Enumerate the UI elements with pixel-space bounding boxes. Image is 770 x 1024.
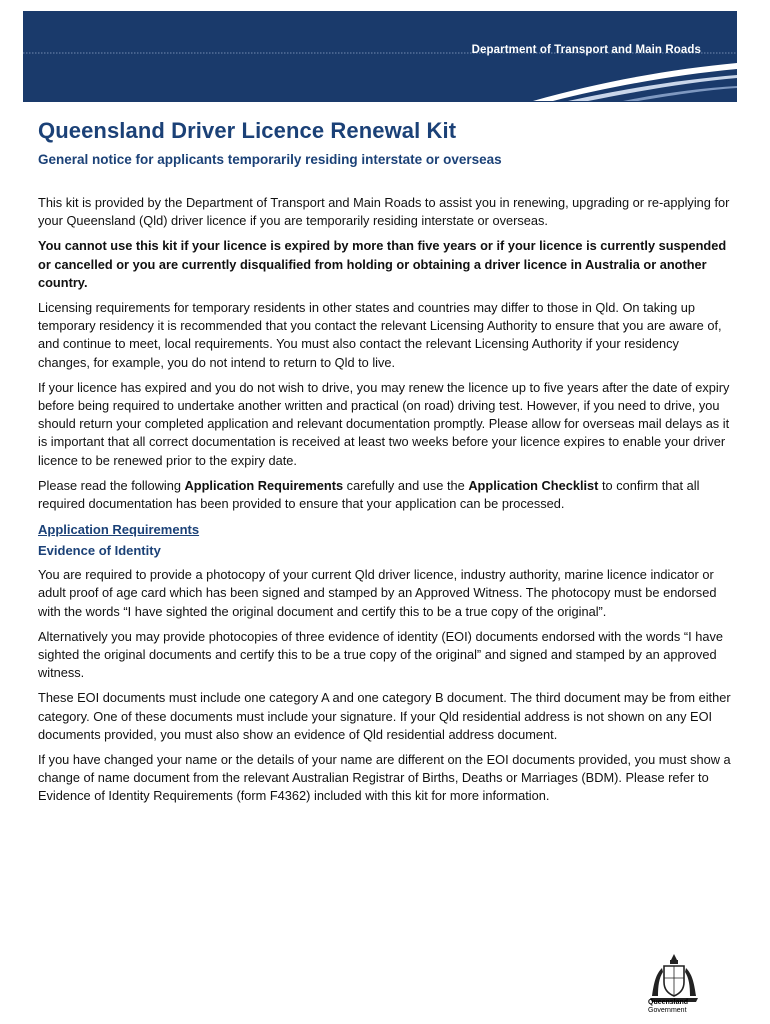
application-requirements-heading: Application Requirements	[38, 522, 200, 538]
photocopy-paragraph: You are required to provide a photocopy of your current Qld driver licence, industry authority, marine licence indicator or adult proof of age card which has been signed and stamped by an Approved Witness. The photocopy must be endorsed with the words “I have sighted the original document and certify this to be a true copy of the original”.	[38, 567, 717, 619]
alternatively-paragraph: Alternatively you may provide photocopies of three evidence of identity (EOI) documents endorsed with the words “I have sighted the original documents and certify this to be a true copy of the original” and signed and stamped by an approved witness.	[38, 628, 723, 681]
road-swoosh-graphic	[23, 11, 737, 102]
read-text-requirements: Application Requirements	[184, 477, 344, 493]
evidence-of-identity-heading: Evidence of Identity	[38, 543, 161, 559]
eoi-paragraph: These EOI documents must include one category A and one category B document. The third document may be from either category. One of these documents must include your signature. If your Qld residential address is not shown on any EOI documents provided, you must also show an evidence of Qld residential address document.	[38, 690, 731, 742]
document-body	[38, 118, 732, 806]
read-text-e: to confirm that all required documentation has been provided to ensure that your application can be processed.	[38, 477, 700, 512]
intro-paragraph: This kit is provided by the Department of Transport and Main Roads to assist you in renewing, upgrading or re-applying for your Queensland (Qld) driver licence if you are temporarily residing interstate or overseas.	[38, 195, 730, 229]
page-subtitle: General notice for applicants temporarily residing interstate or overseas	[38, 152, 502, 167]
read-text-a: Please read the following	[38, 477, 185, 493]
logo-line-2: Government	[648, 1007, 687, 1014]
read-text-c: carefully and use the	[343, 477, 469, 493]
queensland-government-logo-text	[648, 999, 704, 1015]
page-title: Queensland Driver Licence Renewal Kit	[38, 118, 457, 143]
department-name: Department of Transport and Main Roads	[471, 44, 701, 56]
expired-paragraph: If your licence has expired and you do not wish to drive, you may renew the licence up to five years after the date of expiry before being required to undertake another written and practical (on road) driving test. However, if you need to drive, you should return your completed application and relevant documentation promptly. Please allow for overseas mail delays as it is important that all correct documentation is received at least two weeks before your licence expires to enable your driver licence to be renewed prior to the expiry date.	[38, 379, 730, 468]
read-requirements-paragraph	[38, 477, 732, 513]
read-text-checklist: Application Checklist	[468, 477, 599, 493]
name-change-paragraph: If you have changed your name or the details of your name are different on the EOI documents provided, you must show a change of name document from the relevant Australian Registrar of Births, Deaths or Marriages (BDM). Please refer to Evidence of Identity Requirements (form F4362) included with this kit for more information.	[38, 752, 731, 804]
warning-paragraph: You cannot use this kit if your licence is expired by more than five years or if your licence is currently suspended or cancelled or you are currently disqualified from holding or obtaining a driver licence in Australia or another country.	[38, 238, 727, 290]
logo-line-1: Queensland	[648, 999, 689, 1006]
header-banner	[23, 11, 737, 102]
licensing-paragraph: Licensing requirements for temporary residents in other states and countries may differ to those in Qld. On taking up temporary residency it is recommended that you contact the relevant Licensing Authority to ensure that you are aware of, and continue to meet, local requirements. You must also contact the relevant Licensing Authority if your residency changes, for example, you do not intend to return to Qld to live.	[38, 300, 722, 370]
